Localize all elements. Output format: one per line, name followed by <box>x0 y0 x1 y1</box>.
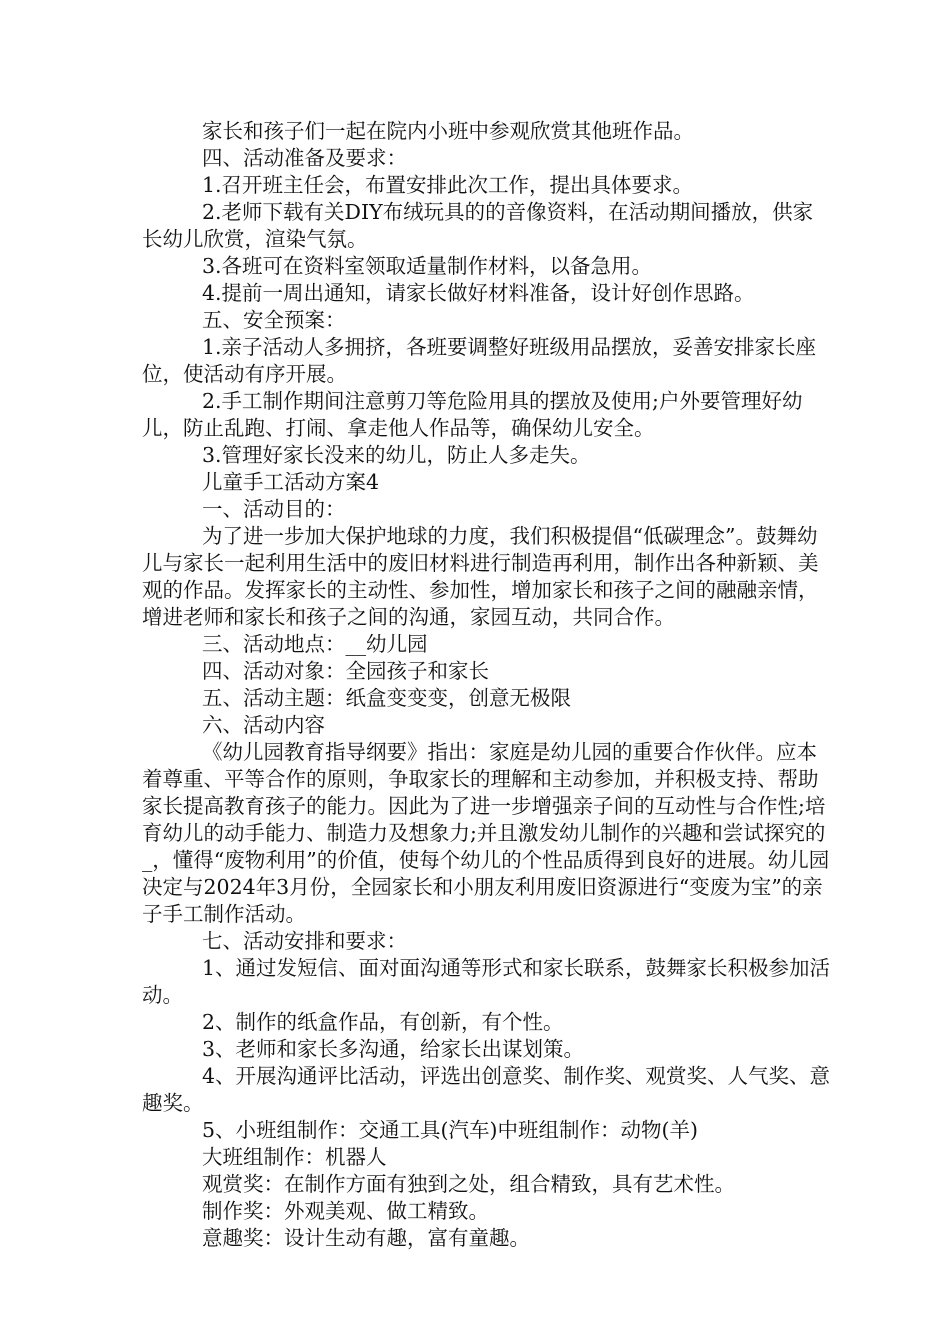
section-heading: 四、活动准备及要求： <box>202 146 407 170</box>
section-heading: 三、活动地点：__幼儿园 <box>202 632 428 656</box>
paragraph: 3.管理好家长没来的幼儿，防止人多走失。 <box>202 443 591 467</box>
document-page <box>142 118 832 1252</box>
paragraph: 4.提前一周出通知，请家长做好材料准备，设计好创作思路。 <box>202 281 755 305</box>
paragraph: 4、开展沟通评比活动，评选出创意奖、制作奖、观赏奖、人气奖、意趣奖。 <box>142 1064 831 1115</box>
paragraph: 《幼儿园教育指导纲要》指出：家庭是幼儿园的重要合作伙伴。应本着尊重、平等合作的原则，争取家长的理解和主动参加，并积极支持、帮助家长提高教育孩子的能力。因此为了进一步增强亲子间的互动性与合作性;培育幼儿的动手能力、制造力及想象力;并且激发幼儿制作的兴趣和尝试探究的_，懂得“废物利用”的价值，使每个幼儿的个性品质得到良好的进展。幼儿园决定与2024年3月份，全园家长和小朋友利用废旧资源进行“变废为宝”的亲子手工制作活动。 <box>142 740 830 926</box>
paragraph: 观赏奖：在制作方面有独到之处，组合精致，具有艺术性。 <box>202 1172 735 1196</box>
section-heading: 一、活动目的： <box>202 497 346 521</box>
paragraph: 大班组制作：机器人 <box>202 1145 387 1169</box>
paragraph: 家长和孩子们一起在院内小班中参观欣赏其他班作品。 <box>202 119 694 143</box>
paragraph: 2、制作的纸盒作品，有创新，有个性。 <box>202 1010 564 1034</box>
section-heading: 七、活动安排和要求： <box>202 929 407 953</box>
paragraph: 2.老师下载有关DIY布绒玩具的的音像资料，在活动期间播放，供家长幼儿欣赏，渲染气氛。 <box>142 200 814 251</box>
paragraph: 1、通过发短信、面对面沟通等形式和家长联系，鼓舞家长积极参加活动。 <box>142 956 831 1007</box>
paragraph: 3、老师和家长多沟通，给家长出谋划策。 <box>202 1037 585 1061</box>
paragraph: 2.手工制作期间注意剪刀等危险用具的摆放及使用;户外要管理好幼儿，防止乱跑、打闹、拿走他人作品等，确保幼儿安全。 <box>142 389 803 440</box>
section-heading: 四、活动对象：全园孩子和家长 <box>202 659 489 683</box>
section-heading: 六、活动内容 <box>202 713 325 737</box>
paragraph: 制作奖：外观美观、做工精致。 <box>202 1199 489 1223</box>
paragraph: 为了进一步加大保护地球的力度，我们积极提倡“低碳理念”。鼓舞幼儿与家长一起利用生活中的废旧材料进行制造再利用，制作出各种新颖、美观的作品。发挥家长的主动性、参加性，增加家长和孩子之间的融融亲情，增进老师和家长和孩子之间的沟通，家园互动，共同合作。 <box>142 524 819 629</box>
document-title: 儿童手工活动方案4 <box>202 470 380 494</box>
paragraph: 5、小班组制作：交通工具(汽车)中班组制作：动物(羊) <box>202 1118 699 1142</box>
section-heading: 五、安全预案： <box>202 308 346 332</box>
section-heading: 五、活动主题：纸盒变变变，创意无极限 <box>202 686 571 710</box>
paragraph: 3.各班可在资料室领取适量制作材料，以备急用。 <box>202 254 653 278</box>
paragraph: 意趣奖：设计生动有趣，富有童趣。 <box>202 1226 530 1250</box>
paragraph: 1.召开班主任会，布置安排此次工作，提出具体要求。 <box>202 173 694 197</box>
paragraph: 1.亲子活动人多拥挤，各班要调整好班级用品摆放，妥善安排家长座位，使活动有序开展。 <box>142 335 817 386</box>
